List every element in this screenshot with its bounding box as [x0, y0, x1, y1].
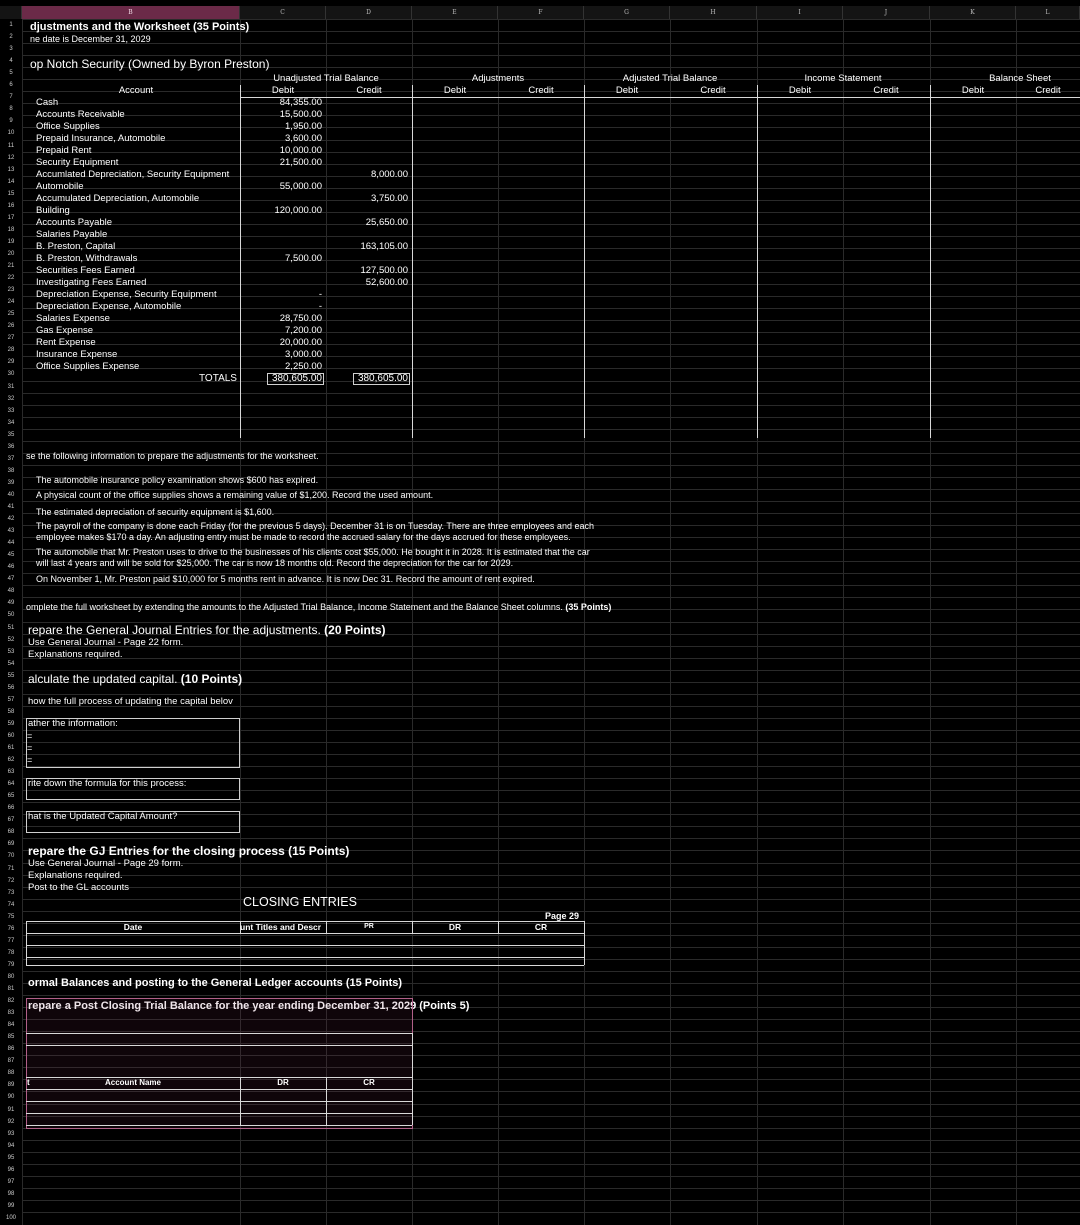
post-col-t: t: [27, 1078, 30, 1087]
row-header[interactable]: 31: [7, 383, 15, 390]
row-header[interactable]: 63: [7, 769, 15, 776]
row-gridline: [22, 236, 1080, 248]
instruction-text: The estimated depreciation of security equipment is $1,600.: [36, 507, 275, 517]
account-credit[interactable]: 3,750.00: [371, 193, 408, 204]
row-header[interactable]: 58: [7, 708, 15, 715]
account-name[interactable]: Accounts Receivable: [36, 109, 125, 120]
row-header[interactable]: 16: [7, 202, 15, 209]
row-gridline: [22, 43, 1080, 55]
worksheet-divider: [412, 85, 413, 438]
row-gridline: [22, 1164, 1080, 1176]
row-header[interactable]: 4: [9, 58, 13, 65]
column-header-h[interactable]: H: [670, 6, 757, 19]
row-header[interactable]: 79: [7, 961, 15, 968]
row-header[interactable]: 6: [9, 82, 13, 89]
row-gridline: [22, 887, 1080, 899]
closing-table-rule: [26, 945, 584, 946]
account-debit[interactable]: 7,500.00: [285, 253, 322, 264]
row-header[interactable]: 100: [5, 1214, 16, 1221]
account-name[interactable]: Building: [36, 205, 70, 216]
balance-sheet-header: Balance Sheet: [989, 73, 1051, 84]
row-header[interactable]: 27: [7, 335, 15, 342]
account-debit[interactable]: 2,250.00: [285, 361, 322, 372]
row-header[interactable]: 34: [7, 419, 15, 426]
row-header[interactable]: 60: [7, 732, 15, 739]
closing-col-cr: CR: [534, 922, 548, 932]
post-table-rule: [26, 1033, 412, 1034]
post-table-rule: [26, 1045, 412, 1046]
post-closing-selection[interactable]: [26, 998, 413, 1129]
credit-subheader: Credit: [700, 85, 726, 96]
closing-col-date: Date: [123, 922, 143, 932]
account-name[interactable]: B. Preston, Capital: [36, 241, 116, 252]
row-header[interactable]: 53: [7, 648, 15, 655]
row-header[interactable]: 59: [7, 720, 15, 727]
credit-subheader: Credit: [873, 85, 899, 96]
account-credit[interactable]: 25,650.00: [365, 217, 408, 228]
row-header[interactable]: 94: [7, 1142, 15, 1149]
row-header[interactable]: 97: [7, 1178, 15, 1185]
row-header[interactable]: 93: [7, 1130, 15, 1137]
account-name[interactable]: Securities Fees Earned: [36, 265, 135, 276]
task-capital-title: [28, 673, 242, 685]
task-gj-title: [28, 624, 386, 636]
account-name[interactable]: Depreciation Expense, Security Equipment: [36, 289, 217, 300]
row-header[interactable]: 9: [9, 118, 13, 125]
income-statement-header: Income Statement: [804, 73, 882, 84]
gather-eq-2: =: [27, 743, 33, 753]
row-header[interactable]: 80: [7, 973, 15, 980]
row-gridline: [22, 248, 1080, 260]
task-complete-points: (35 Points): [565, 602, 612, 612]
instructions-intro: se the following information to prepare the adjustments for the worksheet.: [26, 451, 319, 461]
row-header[interactable]: 18: [7, 226, 15, 233]
account-debit[interactable]: 120,000.00: [274, 205, 322, 216]
row-header[interactable]: 36: [7, 443, 15, 450]
row-header[interactable]: 56: [7, 684, 15, 691]
row-header[interactable]: 99: [7, 1202, 15, 1209]
row-header[interactable]: 29: [7, 359, 15, 366]
row-header[interactable]: 49: [7, 600, 15, 607]
row-gridline: [22, 405, 1080, 417]
account-name[interactable]: Investigating Fees Earned: [36, 277, 147, 288]
row-header[interactable]: 71: [7, 865, 15, 872]
account-debit[interactable]: 84,355.00: [279, 97, 322, 108]
row-header[interactable]: 41: [7, 504, 15, 510]
row-header[interactable]: 39: [7, 479, 15, 486]
row-header[interactable]: 3: [9, 46, 13, 53]
row-header[interactable]: 42: [7, 516, 15, 523]
row-header[interactable]: 43: [7, 528, 15, 535]
row-header[interactable]: 48: [7, 588, 15, 595]
row-header[interactable]: 57: [7, 696, 15, 703]
row-gridline: [22, 417, 1080, 429]
account-name[interactable]: Salaries Payable: [36, 229, 108, 240]
task-complete-worksheet: [26, 601, 611, 613]
column-header-c[interactable]: C: [240, 6, 326, 19]
row-gridline: [22, 140, 1080, 152]
account-debit[interactable]: 3,000.00: [285, 349, 322, 360]
row-header[interactable]: 90: [7, 1094, 15, 1101]
task-gj-points: (20 Points): [324, 623, 386, 637]
column-gridline: [670, 19, 671, 1225]
account-name[interactable]: B. Preston, Withdrawals: [36, 253, 138, 264]
debit-subheader: Debit: [443, 85, 467, 96]
closing-col-dr: DR: [448, 922, 462, 932]
row-gridline: [22, 585, 1080, 597]
row-header[interactable]: 24: [7, 299, 15, 306]
column-header-a[interactable]: [6, 6, 22, 19]
row-header[interactable]: 74: [7, 901, 15, 908]
row-header[interactable]: 89: [7, 1082, 15, 1089]
row-gridline: [22, 344, 1080, 356]
row-header[interactable]: 14: [7, 178, 15, 185]
row-header[interactable]: 76: [7, 925, 15, 932]
row-header[interactable]: 85: [7, 1034, 15, 1041]
row-gridline: [22, 356, 1080, 368]
row-header[interactable]: 7: [9, 94, 13, 101]
row-gridline: [22, 393, 1080, 405]
row-gridline: [22, 1212, 1080, 1224]
closing-entries-title: CLOSING ENTRIES: [243, 895, 357, 909]
row-header[interactable]: 96: [7, 1166, 15, 1173]
account-debit[interactable]: 21,500.00: [279, 157, 322, 168]
closing-table-divider: [584, 921, 585, 965]
account-debit[interactable]: 55,000.00: [279, 181, 322, 192]
row-header[interactable]: 25: [7, 311, 15, 318]
account-credit[interactable]: 8,000.00: [371, 169, 408, 180]
row-header[interactable]: 91: [7, 1106, 15, 1113]
row-header[interactable]: 51: [7, 624, 15, 631]
task-closing-line3: Post to the GL accounts: [28, 882, 130, 893]
row-header[interactable]: 23: [7, 287, 15, 294]
row-header[interactable]: 12: [7, 154, 15, 161]
row-header[interactable]: 62: [7, 757, 15, 764]
row-header[interactable]: 50: [7, 612, 15, 619]
instruction-text: The payroll of the company is done each Friday (for the previous 5 days). December 31 is on Tuesday. There are three employees and each: [36, 521, 594, 531]
column-gridline: [1016, 19, 1017, 1225]
task-closing-line2: Explanations required.: [28, 870, 123, 881]
account-name[interactable]: Security Equipment: [36, 157, 119, 168]
totals-credit: 380,605.00: [357, 373, 408, 384]
column-gridline: [498, 19, 499, 1225]
row-header[interactable]: 68: [7, 829, 15, 836]
adjustments-header: Adjustments: [471, 73, 525, 84]
worksheet-divider: [930, 85, 931, 438]
company-name: op Notch Security (Owned by Byron Preston): [30, 57, 270, 71]
gather-eq-3: =: [27, 755, 33, 765]
row-gridline: [22, 260, 1080, 272]
row-header[interactable]: 69: [7, 841, 15, 848]
account-name[interactable]: Depreciation Expense, Automobile: [36, 301, 182, 312]
post-table-rule: [26, 1089, 412, 1090]
row-header[interactable]: 87: [7, 1058, 15, 1065]
row-header[interactable]: 83: [7, 1010, 15, 1017]
post-table-rule: [26, 1101, 412, 1102]
row-gridline: [22, 272, 1080, 284]
row-header[interactable]: 55: [7, 672, 15, 679]
row-header[interactable]: 78: [7, 949, 15, 956]
account-name[interactable]: Office Supplies: [36, 121, 100, 132]
row-gridline: [22, 368, 1080, 380]
account-name[interactable]: Accounts Payable: [36, 217, 113, 228]
row-header[interactable]: 82: [7, 998, 15, 1005]
account-name[interactable]: Rent Expense: [36, 337, 96, 348]
row-gridline: [22, 1188, 1080, 1200]
row-header[interactable]: 46: [7, 564, 15, 571]
task-closing-title: repare the GJ Entries for the closing process (15 Points): [28, 844, 350, 858]
account-name[interactable]: Gas Expense: [36, 325, 94, 336]
column-header-f[interactable]: F: [498, 6, 584, 19]
row-gridline: [22, 381, 1080, 393]
account-debit[interactable]: 3,600.00: [285, 133, 322, 144]
account-debit[interactable]: 28,750.00: [279, 313, 322, 324]
closing-col-pr: PR: [364, 923, 374, 930]
row-header[interactable]: 2: [9, 34, 13, 41]
column-header-l[interactable]: L: [1016, 6, 1080, 19]
closing-table-rule: [26, 933, 584, 934]
assignment-title: djustments and the Worksheet (35 Points): [30, 21, 250, 33]
account-debit[interactable]: 1,950.00: [285, 121, 322, 132]
post-table-divider: [412, 1033, 413, 1125]
row-header[interactable]: 73: [7, 889, 15, 896]
row-header[interactable]: 13: [7, 166, 15, 173]
account-credit[interactable]: 127,500.00: [360, 265, 408, 276]
credit-subheader: Credit: [528, 85, 554, 96]
row-header[interactable]: 84: [7, 1022, 15, 1029]
account-name[interactable]: Salaries Expense: [36, 313, 110, 324]
task-gj-title-text: repare the General Journal Entries for the adjustments.: [28, 623, 321, 637]
account-name[interactable]: Office Supplies Expense: [36, 361, 140, 372]
row-header[interactable]: 11: [7, 142, 15, 149]
instruction-text: employee makes $170 a day. An adjusting entry must be made to record the accrued salary for the days accrued for these employees.: [36, 532, 571, 542]
account-debit[interactable]: -: [318, 301, 322, 312]
column-gridline: [22, 19, 23, 1225]
column-header-d[interactable]: D: [326, 6, 412, 19]
row-header[interactable]: 77: [7, 937, 15, 944]
row-gridline: [22, 127, 1080, 139]
row-header[interactable]: 5: [9, 70, 13, 77]
post-col-dr: DR: [277, 1078, 289, 1087]
row-header[interactable]: 17: [7, 214, 15, 221]
row-header[interactable]: 72: [7, 877, 15, 884]
post-table-rule: [26, 1113, 412, 1114]
row-header[interactable]: 40: [7, 491, 15, 498]
task-normal-balances: ormal Balances and posting to the General Ledger accounts (15 Points): [28, 977, 403, 989]
account-name[interactable]: Prepaid Insurance, Automobile: [36, 133, 166, 144]
row-header[interactable]: 47: [7, 576, 15, 583]
row-gridline: [22, 103, 1080, 115]
formula-label: rite down the formula for this process:: [28, 778, 187, 789]
worksheet-divider: [584, 85, 585, 438]
account-name[interactable]: Prepaid Rent: [36, 145, 92, 156]
debit-subheader: Debit: [788, 85, 812, 96]
row-gridline: [22, 658, 1080, 670]
row-header[interactable]: 8: [9, 106, 13, 113]
row-header[interactable]: 88: [7, 1070, 15, 1077]
account-credit[interactable]: 52,600.00: [365, 277, 408, 288]
account-name[interactable]: Accumulated Depreciation, Automobile: [36, 193, 200, 204]
row-header[interactable]: 28: [7, 347, 15, 354]
task-capital-points: (10 Points): [180, 672, 243, 686]
worksheet-divider: [757, 85, 758, 438]
debit-subheader: Debit: [271, 85, 295, 96]
column-header-j[interactable]: J: [843, 6, 930, 19]
row-gridline: [22, 212, 1080, 224]
column-header-e[interactable]: E: [412, 6, 498, 19]
instruction-text: On November 1, Mr. Preston paid $10,000 for 5 months rent in advance. It is now Dec 31. Record the amount of rent expired.: [36, 574, 535, 584]
task-complete-text: omplete the full worksheet by extending the amounts to the Adjusted Trial Balance, Income Statement and the Balance Sheet columns.: [26, 602, 563, 612]
row-header[interactable]: 66: [7, 805, 15, 812]
row-header[interactable]: 22: [7, 275, 15, 282]
account-debit[interactable]: 20,000.00: [279, 337, 322, 348]
row-gridline: [22, 332, 1080, 344]
row-header[interactable]: 64: [7, 781, 15, 788]
task-post-closing: repare a Post Closing Trial Balance for the year ending December 31, 2029 (Points 5): [28, 1000, 470, 1012]
row-gridline: [22, 1140, 1080, 1152]
task-gj-line1: Use General Journal - Page 22 form.: [28, 637, 184, 648]
row-gridline: [22, 320, 1080, 332]
closing-page-number: Page 29: [544, 911, 580, 921]
instruction-text: The automobile insurance policy examination shows $600 has expired.: [36, 475, 319, 485]
task-capital-line1: how the full process of updating the capital belov: [28, 696, 233, 707]
row-header[interactable]: 30: [7, 371, 15, 378]
row-header[interactable]: 1: [9, 22, 13, 28]
row-header[interactable]: 67: [7, 817, 15, 824]
credit-subheader: Credit: [356, 85, 382, 96]
account-debit[interactable]: 15,500.00: [279, 109, 322, 120]
gather-eq-1: =: [27, 731, 33, 741]
task-capital-title-text: alculate the updated capital.: [28, 672, 178, 686]
row-header[interactable]: 81: [7, 986, 15, 992]
row-header[interactable]: 21: [7, 263, 15, 269]
row-header[interactable]: 26: [7, 323, 15, 330]
row-gridline: [22, 1128, 1080, 1140]
row-header[interactable]: 95: [7, 1154, 15, 1161]
post-col-account-name: Account Name: [104, 1078, 161, 1087]
row-header[interactable]: 10: [7, 130, 15, 137]
gather-info-label: ather the information:: [28, 718, 118, 729]
column-header-i[interactable]: I: [757, 6, 843, 19]
account-name[interactable]: Automobile: [36, 181, 84, 192]
closing-table-rule: [26, 957, 584, 958]
credit-subheader: Credit: [1035, 85, 1061, 96]
totals-label: TOTALS: [199, 373, 237, 384]
row-header[interactable]: 32: [7, 395, 15, 402]
row-header[interactable]: 19: [7, 238, 15, 245]
debit-subheader: Debit: [961, 85, 985, 96]
post-table-rule: [26, 1125, 412, 1126]
row-header[interactable]: 44: [7, 540, 15, 547]
row-header[interactable]: 70: [7, 853, 15, 860]
row-gridline: [22, 152, 1080, 164]
column-header-g[interactable]: G: [584, 6, 670, 19]
row-header[interactable]: 52: [7, 636, 15, 643]
row-header[interactable]: 86: [7, 1046, 15, 1053]
account-debit[interactable]: 10,000.00: [279, 145, 322, 156]
debit-subheader: Debit: [615, 85, 639, 96]
row-header[interactable]: 75: [7, 913, 15, 920]
account-name[interactable]: Insurance Expense: [36, 349, 118, 360]
row-header[interactable]: 20: [7, 250, 15, 257]
account-credit[interactable]: 163,105.00: [360, 241, 408, 252]
closing-table-rule: [26, 965, 584, 966]
row-header[interactable]: 45: [7, 552, 15, 559]
row-gridline: [22, 875, 1080, 887]
row-header[interactable]: 61: [7, 745, 15, 751]
row-gridline: [22, 899, 1080, 911]
row-gridline: [22, 115, 1080, 127]
account-name[interactable]: Accumlated Depreciation, Security Equipment: [36, 169, 230, 180]
date-line: ne date is December 31, 2029: [30, 34, 151, 44]
instruction-text: The automobile that Mr. Preston uses to drive to the businesses of his clients cost $55,000. He bought it in 2028. It is estimated that the car: [36, 547, 590, 557]
row-gridline: [22, 1176, 1080, 1188]
column-gridline: [843, 19, 844, 1225]
task-gj-line2: Explanations required.: [28, 649, 123, 660]
task-closing-line1: Use General Journal - Page 29 form.: [28, 858, 184, 869]
row-header[interactable]: 37: [7, 455, 15, 462]
row-gridline: [22, 1152, 1080, 1164]
row-header[interactable]: 15: [7, 190, 15, 197]
row-header[interactable]: 92: [7, 1118, 15, 1125]
account-debit[interactable]: -: [318, 289, 322, 300]
instruction-text: A physical count of the office supplies shows a remaining value of $1,200. Record the used amount.: [36, 490, 434, 500]
updated-capital-label: hat is the Updated Capital Amount?: [28, 811, 178, 822]
account-debit[interactable]: 7,200.00: [285, 325, 322, 336]
closing-col-account: unt Titles and Descr: [240, 922, 322, 932]
row-header[interactable]: 38: [7, 467, 15, 474]
row-header[interactable]: 98: [7, 1190, 15, 1197]
column-header-k[interactable]: K: [930, 6, 1016, 19]
row-header[interactable]: 33: [7, 407, 15, 414]
post-col-cr: CR: [363, 1078, 375, 1087]
totals-debit: 380,605.00: [271, 373, 322, 384]
account-header: Account: [118, 85, 154, 96]
unadjusted-trial-balance-header: Unadjusted Trial Balance: [273, 73, 379, 84]
row-gridline: [22, 224, 1080, 236]
worksheet-header-rule: [240, 97, 1080, 98]
account-name[interactable]: Cash: [36, 97, 59, 108]
adjusted-trial-balance-header: Adjusted Trial Balance: [622, 73, 718, 84]
column-header-b[interactable]: B: [22, 6, 240, 19]
instruction-text: will last 4 years and will be sold for $25,000. The car is now 18 months old. Record the depreciation for the car for 2029.: [36, 558, 514, 568]
row-gridline: [22, 1200, 1080, 1212]
row-gridline: [22, 429, 1080, 441]
row-header[interactable]: 65: [7, 793, 15, 800]
row-header[interactable]: 35: [7, 431, 15, 438]
row-header[interactable]: 54: [7, 660, 15, 667]
